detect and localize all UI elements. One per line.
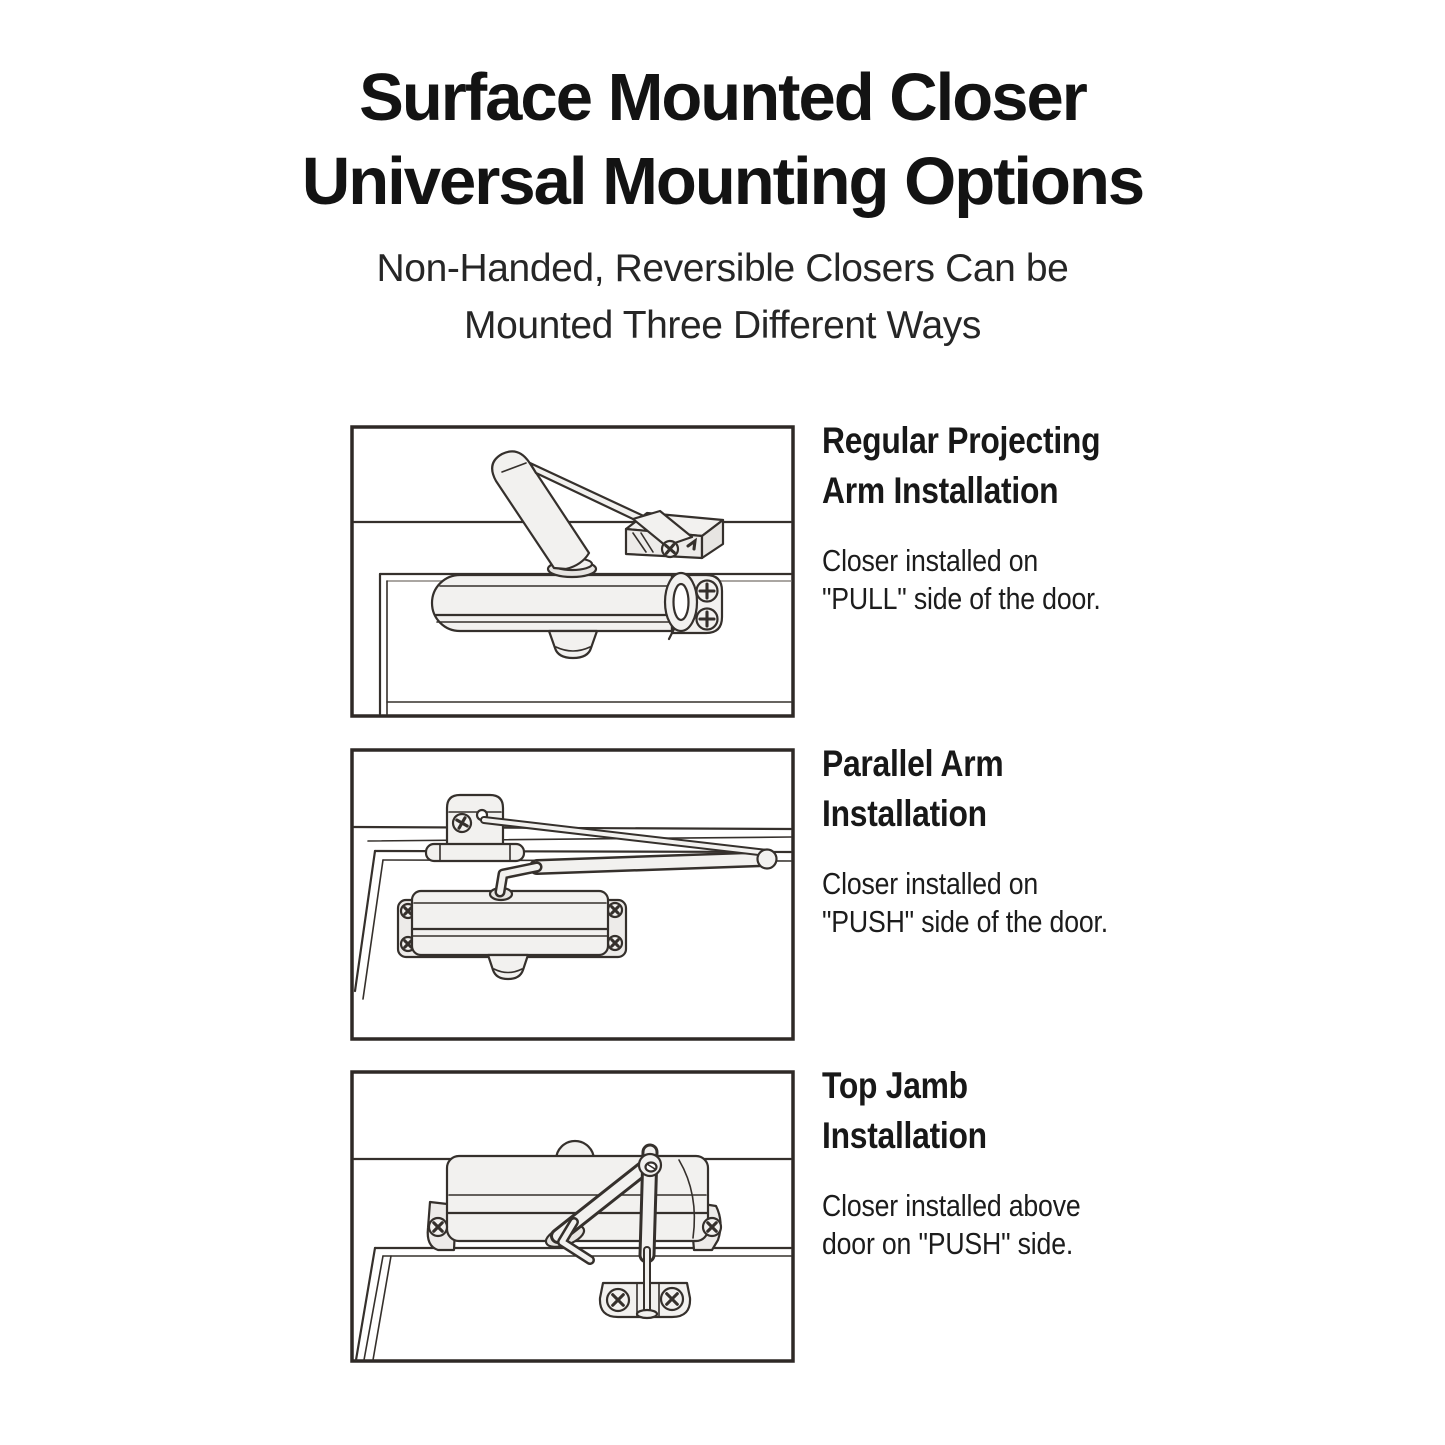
option-description-line-1: Closer installed on: [822, 866, 1039, 901]
option-caption: [822, 416, 1252, 618]
page-title-line-1: Surface Mounted Closer: [359, 60, 1086, 135]
option-heading: [822, 739, 1192, 839]
option-caption: [822, 739, 1252, 941]
page-subtitle: [0, 240, 1445, 354]
option-description-line-2: "PUSH" side of the door.: [822, 904, 1109, 939]
option-row-top-jamb: [350, 1065, 1250, 1363]
arm-shoe-bracket: [626, 511, 723, 560]
option-heading: [822, 416, 1192, 516]
option-description-line-1: Closer installed above: [822, 1188, 1081, 1223]
parallel-arm-diagram: [350, 748, 795, 1041]
option-description: [822, 1187, 1192, 1263]
phillips-screw: [697, 609, 718, 630]
page-title: [0, 56, 1445, 224]
option-heading-line-1: Parallel Arm: [822, 743, 1004, 784]
option-description-line-1: Closer installed on: [822, 543, 1039, 578]
option-heading-line-1: Top Jamb: [822, 1065, 968, 1106]
regular-projecting-arm-panel: [350, 425, 795, 718]
option-description-line-2: door on "PUSH" side.: [822, 1226, 1074, 1261]
page-title-line-2: Universal Mounting Options: [301, 144, 1144, 219]
parallel-arm-panel: [350, 748, 795, 1041]
option-description-line-2: "PULL" side of the door.: [822, 581, 1101, 616]
regular-projecting-arm-diagram: [350, 425, 795, 718]
option-heading-line-2: Installation: [822, 1115, 987, 1156]
elbow-joint: [758, 850, 777, 869]
page-subtitle-line-1: Non-Handed, Reversible Closers Can be: [376, 247, 1069, 290]
phillips-screw: [697, 581, 718, 602]
option-heading-line-1: Regular Projecting: [822, 420, 1101, 461]
option-description: [822, 542, 1192, 618]
page-subtitle-line-2: Mounted Three Different Ways: [464, 304, 981, 347]
top-jamb-panel: [350, 1070, 795, 1363]
option-caption: [822, 1061, 1252, 1263]
option-description: [822, 865, 1192, 941]
option-heading-line-2: Installation: [822, 793, 987, 834]
option-row-parallel-arm: [350, 743, 1250, 1041]
option-row-regular-projecting-arm: [350, 420, 1250, 718]
option-heading-line-2: Arm Installation: [822, 470, 1059, 511]
option-heading: [822, 1061, 1192, 1161]
header: [0, 56, 1445, 354]
top-jamb-diagram: [350, 1070, 795, 1363]
